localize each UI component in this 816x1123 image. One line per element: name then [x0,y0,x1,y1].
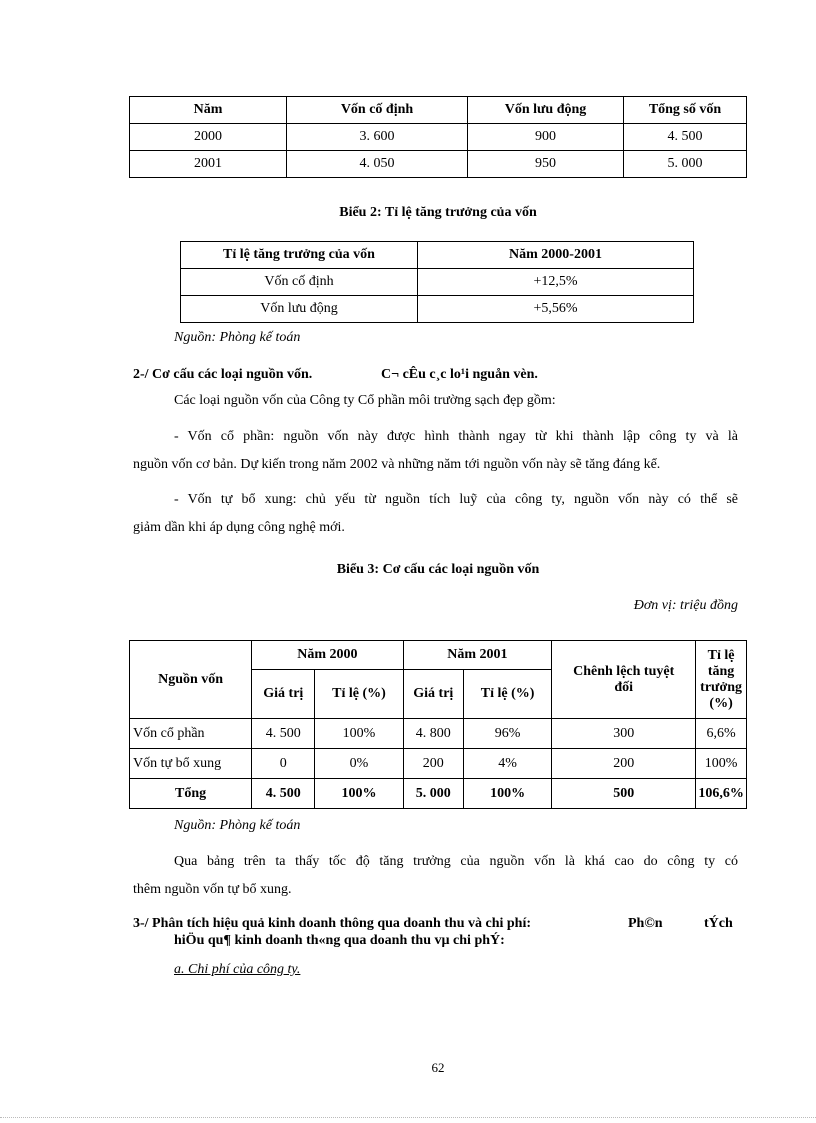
cell: 4. 500 [252,779,315,809]
header-value-2000: Giá trị [252,670,315,719]
cell: Tổng [130,779,252,809]
cell: 0 [252,749,315,779]
table-row [130,719,747,749]
cell: 106,6% [696,779,747,809]
conclusion-line-2: thêm nguồn vốn tự bổ xung. [133,882,292,897]
cell: 200 [552,749,696,779]
table-row [181,296,694,323]
table-row [130,151,747,178]
cell: 500 [552,779,696,809]
cell: 5. 000 [403,779,463,809]
item-2-line-2: giảm dần khi áp dụng công nghệ mới. [133,520,345,535]
header-year: Năm [130,97,287,124]
item-1-line-1: - Vốn cổ phần: nguồn vốn này được hình thành ngay từ khi thành lập công ty và là [174,429,738,444]
header-growth-rate: Tỉ lệ tăng trưởng (%) [696,641,747,719]
header-ratio-2001: Tỉ lệ (%) [464,670,552,719]
cell: 4. 500 [624,124,747,151]
cell: 2000 [130,124,287,151]
header-working-capital: Vốn lưu động [468,97,624,124]
header-fixed-capital: Vốn cố định [287,97,468,124]
header-period: Năm 2000-2001 [418,242,694,269]
cell: 3. 600 [287,124,468,151]
capital-table [129,96,747,178]
section-2-title: 2-/ Cơ cấu các loại nguồn vốn. [133,367,313,382]
page-number: 62 [431,1060,445,1075]
cell: 2001 [130,151,287,178]
table-header-row [130,97,747,124]
section-2-garbled-title: C¬ cÊu c¸c lo¹i nguån vèn. [381,367,538,382]
cell: 96% [464,719,552,749]
cell: Vốn lưu động [181,296,418,323]
header-ratio-2000: Tỉ lệ (%) [315,670,403,719]
header-year-2001: Năm 2001 [403,641,552,670]
cell: Vốn cổ phần [130,719,252,749]
conclusion-line-1: Qua bảng trên ta thấy tốc độ tăng trưởng của nguồn vốn là khá cao do công ty có [174,854,738,869]
header-year-2000: Năm 2000 [252,641,403,670]
item-2-line-1: - Vốn tự bổ xung: chủ yếu từ nguồn tích luỹ của công ty, nguồn vốn này có thể sẽ [174,492,738,507]
header-absolute-difference: Chênh lệch tuyệt đối [552,641,696,719]
capital-structure-table [129,640,747,809]
source-note: Nguồn: Phòng kế toán [174,818,301,833]
table-row [181,269,694,296]
cell: 6,6% [696,719,747,749]
cell: 100% [315,779,403,809]
section-3-garbled-line-2: hiÖu qu¶ kinh doanh th«ng qua doanh thu vµ chi phÝ: [174,933,505,948]
item-1-line-2: nguồn vốn cơ bản. Dự kiến trong năm 2002 và những năm tới nguồn vốn này sẽ tăng đáng kể. [133,457,661,472]
header-growth-rate: Tỉ lệ tăng trưởng của vốn [181,242,418,269]
cell: +5,56% [418,296,694,323]
cell: 100% [315,719,403,749]
cell: 300 [552,719,696,749]
section-2-intro: Các loại nguồn vốn của Công ty Cổ phần môi trường sạch đẹp gồm: [174,393,556,408]
table-header-row [130,641,747,670]
table-total-row [130,779,747,809]
cell: 4. 800 [403,719,463,749]
caption-table-3: Biểu 3: Cơ cấu các loại nguồn vốn [336,562,540,577]
subsection-a-title: a. Chi phí của công ty. [174,962,301,977]
source-note: Nguồn: Phòng kế toán [174,330,301,345]
cell: 4% [464,749,552,779]
cell: Vốn cố định [181,269,418,296]
table-row [130,124,747,151]
cell: 4. 500 [252,719,315,749]
section-3-garbled-a: Ph©n [628,916,663,931]
cell: 5. 000 [624,151,747,178]
cell: 900 [468,124,624,151]
cell: Vốn tự bổ xung [130,749,252,779]
header-value-2001: Giá trị [403,670,463,719]
cell: 100% [464,779,552,809]
section-3-title: 3-/ Phân tích hiệu quả kinh doanh thông qua doanh thu và chi phí: [133,916,531,931]
unit-note: Đơn vị: triệu đồng [633,598,738,613]
cell: 200 [403,749,463,779]
caption-table-2: Biểu 2: Tỉ lệ tăng trưởng của vốn [339,205,537,220]
cell: 0% [315,749,403,779]
cell: 4. 050 [287,151,468,178]
section-3-garbled-b: tÝch [704,916,733,931]
cell: 100% [696,749,747,779]
page-bottom-divider [0,1117,816,1118]
header-source: Nguồn vốn [130,641,252,719]
growth-rate-table [180,241,694,323]
cell: +12,5% [418,269,694,296]
header-total-capital: Tổng số vốn [624,97,747,124]
cell: 950 [468,151,624,178]
table-row [130,749,747,779]
table-header-row [181,242,694,269]
